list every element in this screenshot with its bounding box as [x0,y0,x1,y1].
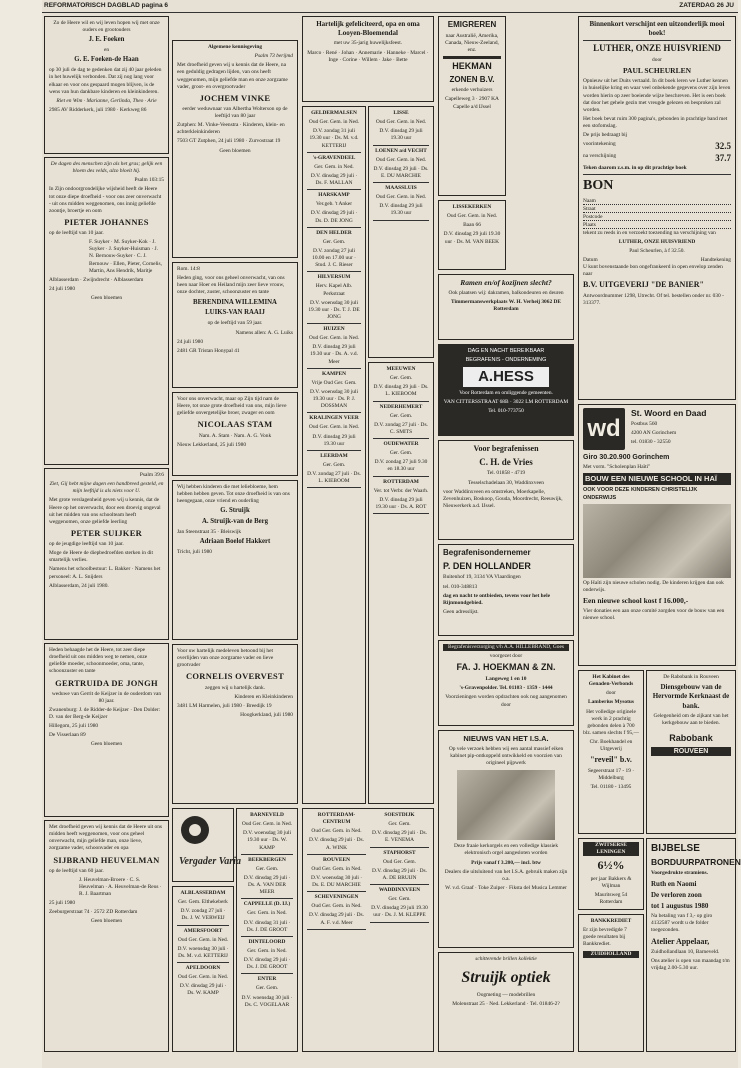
luther-title: LUTHER, ONZE HUISVRIEND [593,43,721,54]
luther-promo: Teken daarom z.s.m. in op dit prachtige boek [583,165,687,172]
willemina-date: 24 juli 1980 [177,338,204,345]
church-notice: MAASSLUIS Oud Ger. Gem. in Ned. D.V. dinsdag 29 juli 19.30 uur [375,185,427,217]
isa-sub: Deze fraaie kerkorgels en een volledige klassiek elektronisch orgel aangesloten worden [453,843,559,857]
bon-field[interactable]: Postcode [583,214,731,221]
struijk-name: Struijk optiek [461,969,551,987]
bijbelse-from: tot 1 augustus 1980 [651,902,709,910]
luther-title2: LUTHER, ONZE HUISVRIEND [618,238,696,245]
foeken-name2: G. E. Foeken-de Haan [74,56,139,64]
hess-sub: BEGRAFENIS - ONDERNEMING [465,357,547,364]
hess-top: DAG EN NACHT BEREIKBAAR [467,348,545,354]
school-photo [583,504,731,578]
ad-nicolaas-stam [172,392,298,476]
kabinet-tel: Tel. 01180 - 13495 [590,784,632,791]
foeken-kids: Riet en Wim · Marianne, Gerlinda, Theo · Arie [56,97,157,104]
pieter-ref: Psalm 103:15 [134,177,164,184]
luther-text: Opnieuw uit het Duits vertaald. In dit boek leren we Luther kennen in huiselijke kring en waar veel onbekende gegevens over zijn leven worden hierin op zeer boeiende wijze beschreven. Het is een boek dat door het gehele gezin met vreugde gelezen en besproken zal worden. [583,78,731,113]
woord-tel: tel. 01830 - 32550 [631,439,671,446]
emigreren-brand1: HEKMAN [452,60,492,71]
rabobank-brand2: ROUVEEN [651,747,731,756]
kabinet-title: Het Kabinet des Genaden-Verbonds [588,674,634,688]
ad-isa [438,730,574,948]
emigreren-text: erkende verhuizers [451,87,493,94]
sujker-name: PETER SUIJKER [70,527,143,538]
zwitserse-addr: Mauritsweg 54 Rotterdam [594,892,628,906]
adriaan-name1: G. Struijk [220,507,250,515]
header-left: REFORMATORISCH DAGBLAD pagina 6 [44,2,168,9]
church-notice: DEN HELDER Ger. Gem. D.V. zondag 27 juli 10.00 en 17.00 uur · Stud. J. C. Rieser [312,229,356,269]
cornelis-name: CORNELIS OVERVEST [185,671,285,682]
ad-peter-suijker [44,468,169,640]
ad-emigreren [438,16,506,196]
ad-ramen [438,274,574,340]
bankkrediet-text: Er zijn bevredigde 7 goede resultaten bij Bankkrediet. [583,927,627,948]
woord-cost: Een nieuwe school kost f 16.000,- [583,596,689,605]
kerk-list-col3d [302,808,434,1052]
isa-title: NIEUWS VAN HET I.S.A. [463,734,549,743]
kerk-list-col3 [302,106,366,804]
luther-text2: Het boek bevat ruim 300 pagina's, gebonden in prachtige band met een stofomslag. [583,115,728,130]
bankkrediet-name: ZUIDHOLLAND [583,951,639,958]
struijk-top: schitterende brillen kollektie [475,956,537,962]
nicolaas-date: Nieuw Lekkerland, 25 juli 1980 [177,441,247,448]
bijbelse-text: Na betaling van f 3,- op giro 4132587 wordt u de folder toegezonden. [651,913,713,934]
kerk2-6: DINTELOORD Ger. Gem. in Ned. D.V. dinsdag 29 juli · Ds. J. DE GROOT [243,938,291,971]
church-notice: MEEUWEN Ger. Gem. D.V. dinsdag 29 juli · Ds. L. KIEBOOM [373,366,429,398]
luther-price-label: De prijs bedraagt bij [583,132,628,139]
ad-rabobank [646,670,736,834]
hoekman-name: FA. J. HOEKMAN & ZN. [456,662,556,673]
luther-author: PAUL SCHEURLEN [623,66,691,76]
luther-door: door [652,57,662,64]
bankkrediet-title: BANKKREDIET [590,918,632,924]
gertruida-intro: Heden behaagde het de Heere, tot zeer diepe droefheid uit ons midden weg te nemen, onze geliefde moeder, schoonmoeder, oma, tante, schoonzuster en tante [49,647,148,675]
ad-hess [438,344,574,436]
cornelis-sub: zeggen wij u hartelijk dank. [204,684,266,691]
bijbelse-vac: De verloren zoon [651,890,702,899]
church-notice: KRALINGEN VEER Oud Ger. Gem. in Ned. D.V. dinsdag 29 juli 19.30 uur [308,415,360,447]
jochem-note: Geen bloemen [219,147,251,154]
sujker-date: Alblasserdam, 24 juli 1980. [49,582,109,589]
zwitserse-title: ZWITSERSE LENINGEN [583,842,639,856]
kerk2-2: APELDOORN Oud Ger. Gem. in Ned. D.V. dinsdag 29 juli · Ds. W. KAMP [177,965,229,997]
gertruida-addr: De Visserlaan 89 [49,732,86,739]
isa-text: Op vele verzoek hebben wij een aantal massief eiken kabinet pip-ontkoppeld ontwikkeld en voorzien van origineel pijpwerk [448,745,564,767]
luther-top: Binnenkort verschijnt een uitzonderlijk mooi boek! [589,20,725,38]
gertruida-date: Hillegom, 25 juli 1980 [49,723,99,730]
pieter-family: F. Suyker · M. Suyker-Kok · J. Suyker · J. Suyker-Huisman · J. N. Bernouw-Suyker · C. J. Bernouw · Ellen, Pieter, Cornelis, Martin, Ans Hendrik, Maritje [89,239,162,274]
woord-logo: wd [583,408,625,450]
woord-banner1: BOUW EEN NIEUWE SCHOOL IN HAÏ [583,473,731,485]
vergader-name: Vergader Varia [179,856,241,867]
devries-tel: Tel. 01858 - 4719 [486,470,526,477]
adriaan-text: Wij hebben kinderen die met leliebloeme, hem hebben hebben geven. Tot onze droefheid is van ons heengegaan, onze vriend en ouderling [177,484,290,505]
woord-city: 4200 AN Gorinchem [631,430,677,437]
sijbrand-note: Geen bloemen [90,918,123,925]
church-notice: ROUVEEN Oud Ger. Gem. in Ned. D.V. woensdag 30 juli · Ds. E. DU MARCHIE [310,856,363,888]
gertruida-name: GERTRUIDA DE JONGH [55,677,158,688]
gertruida-note: Geen bloemen [90,741,123,748]
luther-sign-row[interactable]: Datum Handtekening [583,257,731,264]
newspaper-page [42,0,741,1068]
church-notice: ROTTERDAM Ver. tot Verbr. der Waarh. D.V. dinsdag 29 juli 19.30 uur · Ds. A. ROT [373,478,429,510]
rabobank-title: Diensgebouw van de Hervormde Kerknaast de bank. [652,683,730,710]
jochem-place: Zutphen: M. Vinke-Veenstra · Kinderen, klein- en achterkleinkinderen [177,122,285,136]
ad-struijk [438,952,574,1052]
hoekman-text: Voorzieningen worden opdrachten ook nog aangenomen door [445,694,567,708]
zwitserse-sub: per jaar Bakkers & Wijlman [590,876,632,890]
sijbrand-age: op de leeftijd van 60 jaar. [49,867,104,874]
cornelis-sign: Kinderen en Kleinkinderen [234,693,293,700]
pieter-name: PIETER JOHANNES [64,216,149,227]
pieter-place: Alblasserdam · Zwijndrecht · Alblasserdam [49,276,144,283]
jochem-name: JOCHEM VINKE [199,92,271,103]
devries-addr: Tesselschadelaan 30, Waddinxveen [468,479,544,486]
ad-sijbrand [44,820,169,1052]
willemina-addr: 2481 GR Tristan Honypal 41 [177,347,240,354]
jochem-addr: 7503 GT Zutphen, 24 juli 1980 · Zurvostraat 19 [177,138,281,145]
isa-price: Prijs vanaf f 3.200,— incl. btw [471,859,541,866]
hollander-note: Geen adresslijst. [443,608,479,615]
church-notice: NEDERHEMERT Ger. Gem. D.V. zondag 27 juli · Ds. C. SMITS [374,403,428,435]
isa-dealer: Dealers die uitsluitend van het I.S.A. gebruik maken zijn o.a. [444,868,568,882]
header-right: ZATERDAG 26 JU [679,2,734,9]
vergader-varia-logo [177,812,241,872]
ad-bankkrediet [578,914,644,1052]
willemina-rom: Rom. 14:8 [177,266,200,272]
ad-vergader-varia [172,808,241,882]
ad-foeken [44,16,169,154]
woord-title: St. Woord en Daad [631,408,707,418]
foeken-addr: 2985 AV Ridderkerk, juli 1980 · Kerkweg 86 [49,106,147,113]
ad-zwitserse [578,838,644,910]
willemina-name1: BERENDINA WILLEMINA [193,298,277,306]
kabinet-door: door [606,690,616,697]
sujker-quote: Ziet, Gij hebt mijne dagen een handbreed gesteld, en mijn leeftijd is als niets voor U. [49,481,164,495]
jochem-sub: eerder weduwnaar van Albertha Wolterson op de leeftijd van 80 jaar [182,105,288,120]
lisse-info: D.V. dinsdag 29 juli 19.30 uur · Ds. M. VAN BEEK [443,231,501,245]
emigreren-addr: Capelleweg 3 · 2907 KA Capelle a/d IJssel [445,96,499,110]
hoekman-tel: 's-Gravenpolder. Tel. 01103 - 1359 - 1444 [459,685,553,692]
sijbrand-date: 25 juli 1980 [49,900,76,907]
sujker-age: op de jeugdige leeftijd van 10 jaar. [49,541,124,548]
foeken-en: en [103,47,110,54]
hess-name: A.HESS [463,367,549,387]
sujker-text: Met grote verslagenheid geven wij u kennis, dat de Heere op het onverwacht, door een droevig ongeval uit het midden van ons schoolteam heeft weggenomen, onze geliefde leerling [49,497,161,525]
woord-header [583,408,731,450]
kerk2-4: BEEKBERGEN Ger. Gem. D.V. dinsdag 29 juli · Ds. A. VAN DER MEER [243,856,291,896]
foeken-text: op 30 juli de dag te gedenken dat zij 40 jaar geleden in het huwelijk verbonden. Dat zij nog lang voor elkaar en voor ons gespaard mogen blijven, is de wens van hun dankbare kinderen en kleinkinderen. [49,67,162,95]
ad-bijbelse [646,838,741,1052]
hess-tel: Tel. 010-773750 [488,408,524,415]
hoekman-sub: voorgezet door [489,653,523,660]
ad-lisse [438,200,506,270]
willemina-sign: Namens allen: A. G. Luiks [235,329,293,336]
kerk2-3: BARNEVELD Oud Ger. Gem. in Ned. D.V. woensdag 30 juli 19.30 uur · Ds. W. KAMP [241,812,293,851]
lisse-sub: Oud Ger. Gem. in Ned. [446,213,498,220]
kerk-list-left [172,886,234,1052]
cornelis-text: Voor uw hartelijk medeleven betoond bij het overlijden van onze zorgzame vader en lieve grootvader [177,648,274,669]
devries-title: Voor begrafenissen [473,444,539,453]
ad-kabinet [578,670,644,834]
zwitserse-rate: 6½% [597,858,625,873]
luther-bon: BON [583,178,614,194]
ad-hoekman [438,640,574,726]
luther-pubaddr: Antwoordnummer 1298, Utrecht. Of tel. bestellen onder nr. 030 - 313377. [583,293,724,307]
jochem-heading: Algemene kennisgeving [207,44,263,50]
kerk-list-mid [236,808,298,1052]
woord-text: Op Haïti zijn nieuwe scholen nodig. De kinderen krijgen dan ook onderwijs. [583,579,724,593]
ad-hollander [438,544,574,636]
hollander-addr: Buitenhof 19, 3134 VA Vlaardingen [443,574,521,581]
ad-adriaan [172,480,298,640]
bon-field[interactable]: Straat [583,206,731,213]
foeken-intro: Zo de Heere wil en wij leven hopen wij met onze ouders en grootouders [53,20,160,34]
woord-banner2: OOK VOOR DEZE KINDEREN CHRISTELIJK ONDERWIJS [583,487,698,501]
pieter-age: op de leeftijd van 10 jaar. [49,230,104,237]
luther-pub: B.V. UITGEVERIJ "DE BANIER" [583,280,704,290]
kabinet-shop: Chr. Boekhandel en Uitgeverij [589,739,633,753]
ad-pieter-johannes [44,157,169,465]
kerk2-1: AMERSFOORT Oud Ger. Gem. in Ned. D.V. woensdag 30 juli · Ds. M. v.d. KETTERIJ [177,927,229,959]
bon-fields[interactable] [583,198,731,229]
hoekman-addr: Langeweg 1 en 10 [485,676,527,683]
church-notice: SCHEVENINGEN Oud Ger. Gem. in Ned. D.V. dinsdag 29 juli · Ds. A. F. v.d. Meer [308,894,364,926]
nicolaas-name: NICOLAAS STAM [197,419,273,430]
foeken-name1: J. E. Foeken [88,36,125,44]
hollander-text: dag en nacht te ontbieden, tevens voor het hele Rijnmondgebied. [443,592,550,606]
looyen-sub: met uw 35-jarig huwelijksfeest. [333,40,403,47]
church-notice: HARSKAMP Ver.geb. 't Anker D.V. dinsdag 29 juli · Ds. D. DE JONG [310,192,358,224]
bijbelse-title1: BIJBELSE [651,843,700,854]
nicolaas-text: Voor ons onverwacht, maar op Zijn tijd nam de Heere, tot onze grote droefheid van ons, mijn lieve geliefde onvergetelijke broer, zwager en oom [177,396,287,417]
ad-gertruida [44,643,169,817]
church-notice: LISSE Oud Ger. Gem. in Ned. D.V. dinsdag 29 juli 19.30 uur [375,110,427,142]
ad-looyen [302,16,434,102]
bon-field[interactable]: Naam [583,198,731,205]
church-notice: HILVERSUM Herv. Kapel Alb. Perkstraat D.V. woensdag 30 juli 19.30 uur · Ds. T. J. DE JONG [308,274,360,320]
kabinet-author: Lamberius Mysotus [588,699,634,706]
struijk-sub: Oogmeting — modebrillen [476,992,536,999]
ad-willemina [172,262,298,388]
emigreren-sub: naar Australië, Amerika, Canada, Nieuw-Zeeland, enz. [445,32,499,53]
church-notice: GELDERMALSEN Oud Ger. Gem. in Ned. D.V. zondag 31 juli 19.30 uur · Ds. M. v.d. KETTERIJ [308,110,360,149]
ramen-text: Ook plaatsen wij: dakramen, balkondeuren en deuren [448,289,564,296]
lisse-name: LISSEKERKEN [452,204,492,210]
rabobank-brand: Rabobank [669,733,713,744]
ad-luther [578,16,736,400]
pieter-text: In Zijn ondoorgrondelijke wijsheid heeft de Heere tot onze diepe droefheid - voor ons zeer onverwacht - uit ons midden weggenomen, ons innig geliefde zoontje, broertje en oom [49,186,162,214]
page-header [42,2,738,13]
gertruida-family: Zwanenburg: J. de Ridder-de Keijzer · Den Dolder: D. van der Berg-de Keijzer [49,706,161,721]
woord-sub: Met vorm. "Scholenplan Haïti" [583,464,651,471]
sujker-sign: Namens het schoolbestuur: L. Bakker · Namens het personeel: A. L. Snijders [49,566,161,580]
bijbelse-atelier: Atelier Appelaar, [651,936,710,946]
church-notice: KAMPEN Vrije Oud Ger. Gem. D.V. woensdag 30 juli 19.30 uur · Ds. P. J. DOSSMAN [310,370,358,410]
church-notice: LOENEN a/d VECHT Oud Ger. Gem. in Ned. D.V. dinsdag 29 juli · Ds. E. DU MARCHIE [373,147,429,179]
emigreren-brand2: ZONEN B.V. [449,74,495,84]
looyen-text: Hartelijk gefeliciteerd, opa en oma Looyen-Bloemendal [316,20,420,38]
ad-de-vries [438,440,574,540]
willemina-name2: LUIKS-VAN RAAIJ [205,309,265,317]
woord-text2: Vier donaties een aan onze comité zorgden voor de bouw van een nieuwe school. [583,607,725,622]
woord-box: Postbus 560 [631,421,658,428]
rabobank-top: De Rabobank in Rouveen [663,674,719,680]
sujker-wish: Moge de Heere de diepbedroefden sterken in dit smartelijk verlies. [49,550,154,564]
bijbelse-open: Ons atelier is open van maandag t/m vrijdag 2.00-5.30 uur. [651,958,730,972]
looyen-names: Marco · René · Johan · Annemarie · Hanneke · Marcel · Inge · Corine · Willem · Jake · Bette [307,49,429,63]
willemina-age: op de leeftijd van 59 jaar. [207,320,263,327]
adriaan-addr: Jan Steenstraat 35 · Bleiswijk [177,529,242,536]
kabinet-shopname: "reveil" b.v. [590,755,632,765]
kerk2-7: ENTER Ger. Gem. D.V. woensdag 30 juli · Ds. C. VOGELAAR [241,976,293,1008]
church-notice: STAPHORST Oud Ger. Gem. D.V. dinsdag 29 juli · Ds. A. DE BRUIJN [371,849,427,881]
luther-pre-row: voorintekening 32.5 [583,141,731,152]
sijbrand-intro: Met droefheid geven wij kennis dat de Heere uit ons midden heeft weggenomen, voor ons geheel onverwacht, mijn geliefde man, onze lieve, zorgzame vader, schoonvader en opa [49,824,163,852]
bijbelse-addr: Zuidhollandlaan 10, Barneveld. [651,949,720,956]
isa-name: W. v.d. Graaf · Toke Zuiper · Fiksta del Musica Lemmer [445,884,567,891]
hoekman-top: Begrafenisverzorging v/h A.A. HILLEBRAND, Goes [443,644,569,651]
sijbrand-addr: Zeeburgerstraat 74 · 2572 ZD Rotterdam [49,909,138,916]
pieter-burial: Geen bloemen [90,295,123,302]
devries-text: voor Waddinxveen en omstreken, Moerkapelle, Zevenhuizen, Boskoop, Gouda, Moordrecht, Reeuwijk, Nieuwerkerk a.d. IJssel. [443,488,563,509]
bijbelse-name: Ruth en Naomi [651,879,697,888]
sijbrand-name: SIJBRAND HEUVELMAN [53,854,160,865]
church-notice: HUIZEN Oud Ger. Gem. in Ned. D.V. dinsdag 29 juli 19.30 uur · Ds. A. v.d. Meer [308,326,360,365]
cornelis-addr: 3481 LM Harmelen, juli 1980 · Breedijk 19 [177,702,272,709]
bijbelse-title2: BORDUURPATRONEN [651,857,741,868]
luther-order: tekent zu reeds in en verzoekt toezending na verschijning van [583,229,716,236]
luther-send: U kunt bovenstaande bon ongefrankeerd in open envelop zenden naar [583,264,723,278]
cornelis-date2: Hoogkerkland, juli 1980 [240,711,293,718]
emigreren-title: EMIGREREN [447,20,497,29]
sujker-ref: Psalm 39:6 [139,472,164,478]
jochem-ref: Psalm 73 berijmd [254,53,293,60]
bon-field[interactable]: Plaats [583,222,731,229]
pieter-quote: De dagen des menschen zijn als het gras; gelijk een bloem des velds, alzo bloeit hij. [50,161,163,175]
gertruida-sub: weduwe van Gerrit de Keijzer in de ouderdom van 80 jaar. [51,690,162,704]
devries-name: C. H. de Vries [479,456,533,467]
kabinet-addr: Segeerstraat 17 - 19 · Middelburg [587,767,635,781]
ramen-title: Ramen en/of kozijnen slecht? [460,278,552,287]
luther-post-row: na verschijning 37.7 [583,153,731,164]
adriaan-name3: Adriaan Boelof Hakkert [199,538,271,546]
hess-addr: VAN CITTERSSTRAAT 68B · 3022 LM ROTTERDAM [443,399,569,406]
ramen-phone: Timmermanswerkplaats W. H. Verheij 3062 DE Rotterdam [451,299,561,313]
church-notice: 's-GRAVENDEEL Ger. Gem. in Ned. D.V. dinsdag 29 juli · Ds. F. MALLAN [310,154,358,186]
sijbrand-family: J. Heuvelman-Broere · C. S. Heuvelman · A. Heuvelman-de Reus · R. J. Baartman [79,876,162,898]
hess-text: Voor Rotterdam en omliggende gemeenten. [459,390,553,397]
hollander-name: P. DEN HOLLANDER [443,560,531,571]
struijk-addr: Molenstraat 25 · Ned. Lekkerland · Tel. 01846-2? [452,1001,560,1008]
willemina-text: Heden ging, voor ons geheel onverwacht, van ons heen naar Hoer en Heiland mijn zeer lieve vrouw, onze dochter, zuster, schoonzuster en tante [177,275,285,296]
rabobank-text: Gelegenheid om de zijkant van het kerkgebouw aan te bieden. [653,712,729,726]
nicolaas-sign: Nam. A. Stam · Nam. A. G. Vonk [198,432,272,439]
church-notice: WADDINXVEEN Ger. Gem. D.V. dinsdag 29 juli 19.30 uur · Ds. J. M. KLEPPE [371,887,428,919]
kerk-list-col3b [368,106,434,358]
church-notice: ROTTERDAM-CENTRUM Oud Ger. Gem. in Ned. D.V. dinsdag 29 juli · Ds. A. WINK [308,812,364,851]
kabinet-text: Het volledige originele werk in 2 prachtig gebonden delen à 700 blz. samen slechts f 95,— [583,708,639,736]
adriaan-name2: A. Struijk-van de Berg [201,518,269,526]
ad-jochem-vinke [172,40,298,258]
church-notice: LEERDAM Ger. Gem. D.V. zondag 27 juli · Ds. L. KIEBOOM [307,452,361,485]
kerk2-5: CAPPELLE (D. IJ.) Ger. Gem. in Ned. D.V. dinsdag 31 juli · Ds. J. DE GROOT [243,901,291,933]
kerk-list-col3c [368,362,434,804]
luther-author2: Paul Scheurlen, à f 32.50. [629,247,685,254]
organ-photo [457,770,555,840]
hollander-tel: tel. 010-348813 [443,583,478,590]
church-notice: SOESTDIJK Ger. Gem. D.V. dinsdag 29 juli · Ds. E. VENEMA [371,812,427,844]
pieter-date: 24 juli 1980 [49,285,76,292]
adriaan-date: Tricht, juli 1980 [177,549,212,556]
woord-giro: Giro 30.20.900 Gorinchem [583,454,670,461]
lisse-addr: Baan 66 [463,222,481,229]
ad-woord-en-daad [578,404,736,666]
hollander-title: Begrafenisondernemer [443,548,531,557]
bijbelse-sub: Voorgedrukte stramiens. [651,870,708,877]
kerk2-0: ALBLASSERDAM Ger. Gem. Elthekeberk D.V. zondag 27 juli · Ds. J. W. VERWEIJ [178,890,228,922]
ad-cornelis [172,644,298,804]
church-notice: OUDEWATER Ger. Gem. D.V. zondag 27 juli 9.30 en 18.30 uur [374,441,428,473]
jochem-text: Met droefheid geven wij u kennis dat de Heere, na een geduldig gedragen lijden, van ons heeft weggenomen, mijn geliefde man en onze zorgzame vader, groot- en overgrootvader [177,62,288,90]
